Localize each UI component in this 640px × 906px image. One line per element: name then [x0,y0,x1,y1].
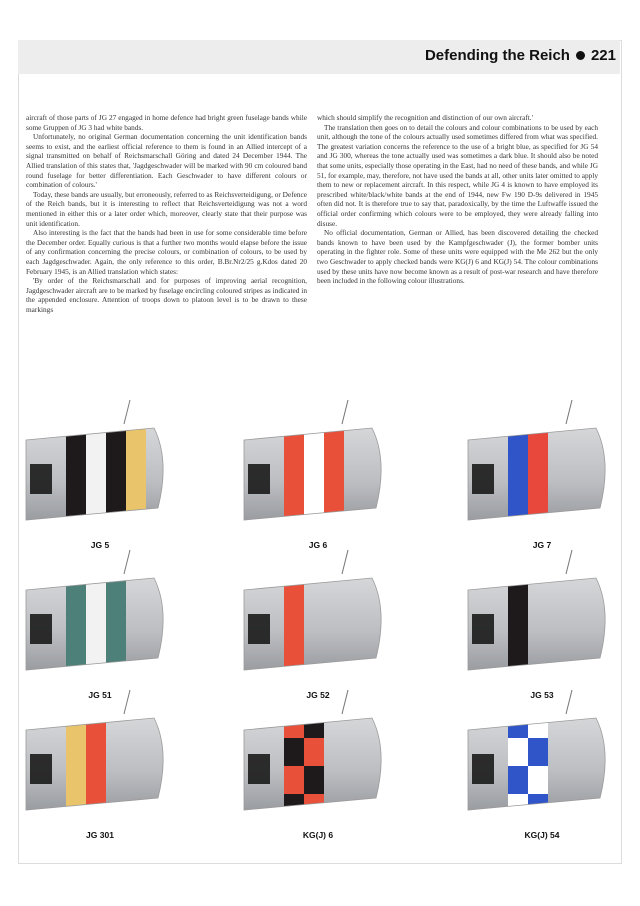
illustration-caption: JG 301 [86,830,114,840]
checked-band-cell [304,738,324,766]
checked-band-cell [528,738,548,766]
fuselage-illustration [26,710,174,822]
fuselage-illustration [468,570,616,682]
fuselage-illustration [26,420,174,532]
paragraph: Unfortunately, no original German documentation concerning the unit identification bands seems to exist, and the earliest official reference to them is found in an Allied intercept of a signal transmitted on behalf of Reichsmarschall Göring and dated 24 December 1944. The Allied translation of this states that, 'Jagdgeschwader will be marked with 90 cm coloured band round fuselage for better differentiation. Each Geschwader to have different colours or combination of colours.' [26,132,307,190]
paragraph: Also interesting is the fact that the bands had been in use for some considerable time before the December order. Equally curious is that a further two months would elapse before the issue of any confirmation concerning the precise colours, or combination of colours, to be used by each Jagdgeschwader. Again, the only reference to this order, B.Br.Nr2/25 g.Kdos dated 20 February 1945, is an Allied translation which states: [26,228,307,276]
checked-band-cell [284,766,304,794]
checked-band-cell [508,794,528,822]
chapter-title: Defending the Reich [424,47,570,64]
fuselage-band [324,420,344,532]
illustration-caption: JG 53 [530,690,554,700]
checked-band-cell [528,766,548,794]
fuselage-band [86,570,106,682]
text-column-right [317,113,598,286]
checked-band-cell [284,710,304,738]
fuselage-illustration [244,570,392,682]
checked-band-cell [304,794,324,822]
paragraph: which should simplify the recognition and distinction of our own aircraft.' [317,113,533,122]
fuselage-band [86,420,106,532]
checked-band-cell [508,766,528,794]
balkenkreuz-mark [248,614,270,644]
balkenkreuz-mark [472,614,494,644]
fuselage-band [86,710,106,822]
fuselage-band [528,420,548,532]
balkenkreuz-mark [30,614,52,644]
fuselage-band [126,420,146,532]
fuselage-illustration [244,420,392,532]
fuselage-illustration [468,420,616,532]
balkenkreuz-mark [248,754,270,784]
paragraph: 'By order of the Reichsmarschall and for purposes of improving aerial recognition, Jagdgeschwader aircraft are to be marked by fuselage encircling coloured stripes as indicated in the appended enclosure. Attention of troops down to platoon level is to be drawn to these markings [26,276,307,314]
checked-band-cell [508,738,528,766]
illustration-caption: JG 51 [88,690,112,700]
fuselage-band [304,420,324,532]
checked-band-cell [284,738,304,766]
balkenkreuz-mark [30,754,52,784]
fuselage-illustration [468,710,616,822]
fuselage-illustration [244,710,392,822]
fuselage-illustration [26,570,174,682]
fuselage-band [106,420,126,532]
checked-band-cell [508,710,528,738]
balkenkreuz-mark [30,464,52,494]
illustration-caption: KG(J) 6 [302,830,334,840]
illustration-caption: JG 5 [90,540,110,550]
page-number: 221 [590,47,616,64]
checked-band-cell [284,794,304,822]
illustration-caption: JG 52 [306,690,330,700]
checked-band-cell [528,794,548,822]
illustration-caption: KG(J) 54 [524,830,560,840]
paragraph: The translation then goes on to detail the colours and colour combinations to be used by each unit, although the tone of the colours actually used sometimes differed from what was specified. The greatest variation concerns the reference to the use of a bright blue, as specified for JG 54 and JG 300, whereas the tone actually used was sometimes a dark blue. It should also be noted that some units, especially those operating in the East, had no need of these bands, and while JG 51, for example, may, therefore, not have used the bands at all, other units later omitted to apply them to new or replacement aircraft. In this respect, while JG 4 is known to have employed its prescribed white/black/white bands at the end of 1944, new Fw 190 D-9s delivered in 1945 often did not. It is therefore true to say that, paradoxically, by the time the Luftwaffe issued the official order confirming which colours were to be employed, they were already falling into disuse. [317,122,598,228]
paragraph: No official documentation, German or Allied, has been discovered detailing the checked bands known to have been used by the Kampfgeschwader (J), the former bomber units operating in the fighter role. Some of these units were equipped with the Me 262 but the only two Geschwader to apply checked bands were KG(J) 6 and KG(J) 54. The colour combinations used by these units have now become known as a result of post-war research and have therefore been included in the following colour illustrations. [317,228,598,286]
balkenkreuz-mark [248,464,270,494]
balkenkreuz-mark [472,754,494,784]
text-column-left [26,113,307,314]
illustration-caption: JG 6 [308,540,328,550]
page-header [425,47,616,64]
bullet-icon [576,51,585,60]
checked-band-cell [304,766,324,794]
fuselage-band [106,570,126,682]
balkenkreuz-mark [472,464,494,494]
paragraph: Today, these bands are usually, but erroneously, referred to as Reichsverteidigung, or Defence of the Reich bands, but it is interesting to reflect that Reichsverteidigung was not a word mentioned in either this or a later order which, moreover, clearly state that their purpose was unit identification. [26,189,307,228]
paragraph: aircraft of those parts of JG 27 engaged in home defence had bright green fuselage bands while some Gruppen of JG 3 had white bands. [26,113,307,132]
illustration-caption: JG 7 [532,540,552,550]
